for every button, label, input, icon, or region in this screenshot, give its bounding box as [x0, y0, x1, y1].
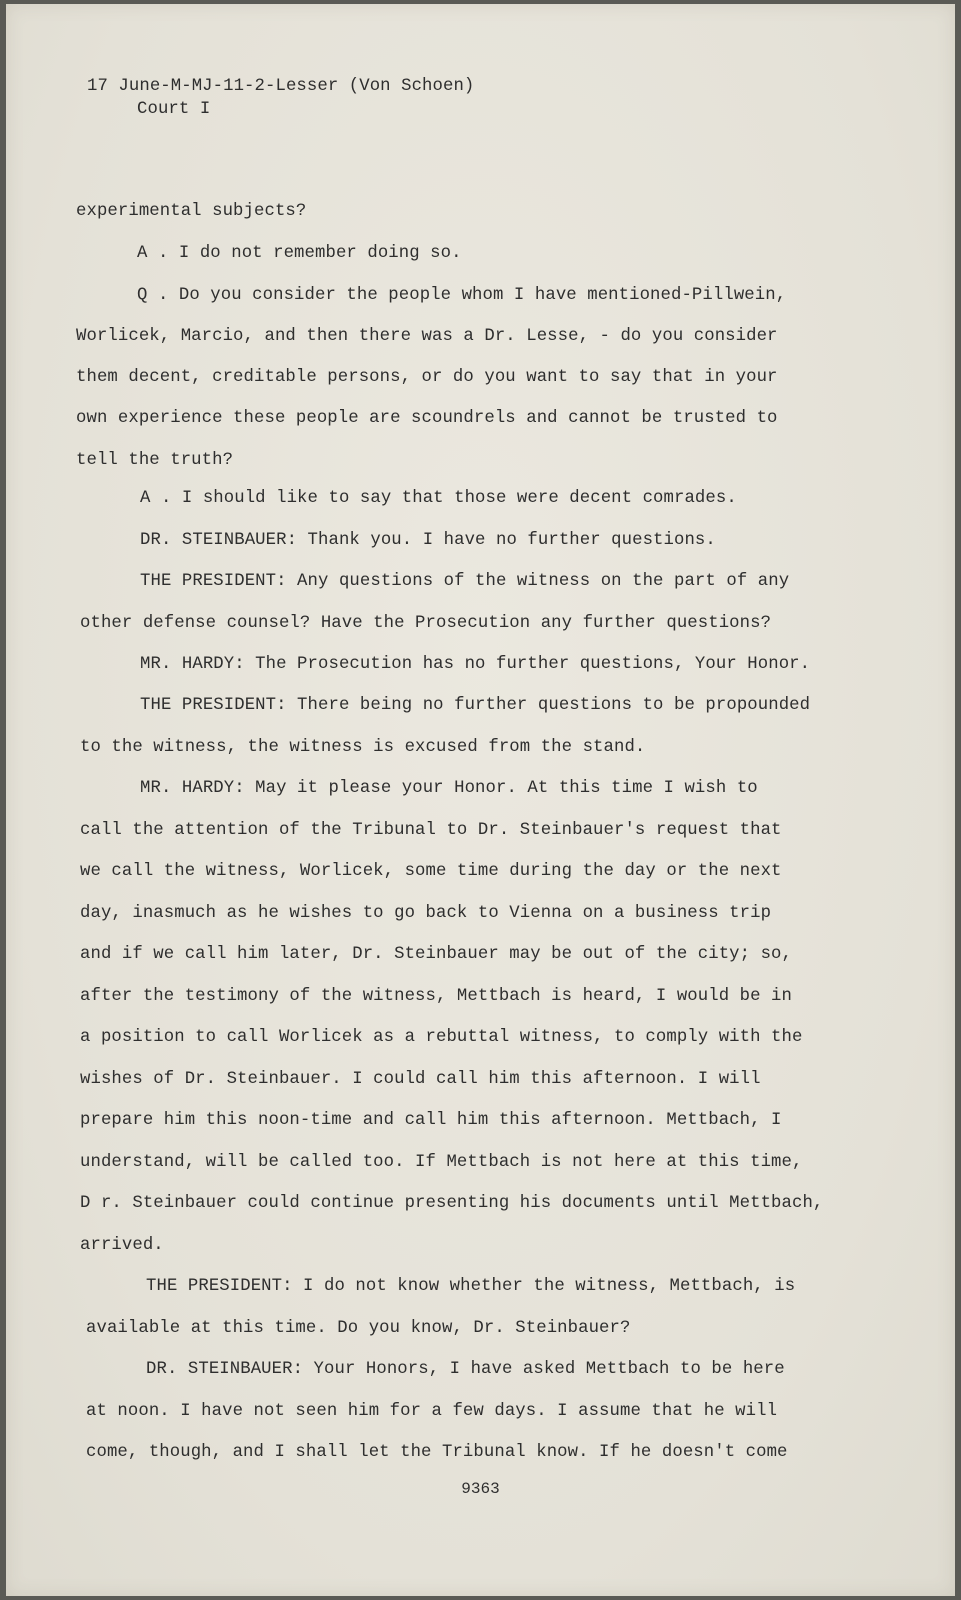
text-line: A . I should like to say that those were decent comrades.: [140, 489, 737, 508]
text-line: come, though, and I shall let the Tribunal know. If he doesn't come: [86, 1443, 788, 1462]
text-line: tell the truth?: [76, 451, 234, 470]
text-line: A . I do not remember doing so.: [137, 244, 462, 263]
text-line: arrived.: [80, 1236, 164, 1255]
text-line: own experience these people are scoundrels and cannot be trusted to: [76, 409, 778, 428]
text-line: D r. Steinbauer could continue presenting his documents until Mettbach,: [80, 1194, 824, 1213]
text-line: THE PRESIDENT: I do not know whether the witness, Mettbach, is: [146, 1277, 796, 1296]
text-line: and if we call him later, Dr. Steinbauer may be out of the city; so,: [80, 945, 792, 964]
page-number: 9363: [461, 1480, 500, 1498]
text-line: prepare him this noon-time and call him this afternoon. Mettbach, I: [80, 1111, 782, 1130]
text-line: a position to call Worlicek as a rebuttal witness, to comply with the: [80, 1028, 803, 1047]
text-line: THE PRESIDENT: Any questions of the witness on the part of any: [140, 572, 790, 591]
text-line: experimental subjects?: [76, 202, 307, 221]
text-line: day, inasmuch as he wishes to go back to Vienna on a business trip: [80, 904, 772, 923]
text-line: DR. STEINBAUER: Your Honors, I have asked Mettbach to be here: [146, 1360, 785, 1379]
text-line: them decent, creditable persons, or do you want to say that in your: [76, 368, 778, 387]
text-line: understand, will be called too. If Mettbach is not here at this time,: [80, 1153, 803, 1172]
text-line: THE PRESIDENT: There being no further questions to be propounded: [140, 696, 811, 715]
text-line: after the testimony of the witness, Mettbach is heard, I would be in: [80, 987, 792, 1006]
text-line: other defense counsel? Have the Prosecution any further questions?: [80, 614, 772, 633]
text-line: MR. HARDY: May it please your Honor. At this time I wish to: [140, 779, 758, 798]
text-line: at noon. I have not seen him for a few days. I assume that he will: [86, 1402, 778, 1421]
text-line: wishes of Dr. Steinbauer. I could call him this afternoon. I will: [80, 1070, 761, 1089]
header-line: 17 June-M-MJ-11-2-Lesser (Von Schoen): [87, 77, 475, 96]
text-line: Q . Do you consider the people whom I have mentioned-Pillwein,: [137, 286, 787, 305]
header-court: Court I: [137, 100, 211, 119]
text-line: to the witness, the witness is excused from the stand.: [80, 738, 646, 757]
text-line: call the attention of the Tribunal to Dr. Steinbauer's request that: [80, 821, 782, 840]
document-page: [6, 4, 955, 1596]
text-line: MR. HARDY: The Prosecution has no further questions, Your Honor.: [140, 655, 811, 674]
text-line: we call the witness, Worlicek, some time during the day or the next: [80, 862, 782, 881]
text-line: DR. STEINBAUER: Thank you. I have no further questions.: [140, 531, 716, 550]
text-line: available at this time. Do you know, Dr. Steinbauer?: [86, 1319, 631, 1338]
text-line: Worlicek, Marcio, and then there was a Dr. Lesse, - do you consider: [76, 327, 778, 346]
